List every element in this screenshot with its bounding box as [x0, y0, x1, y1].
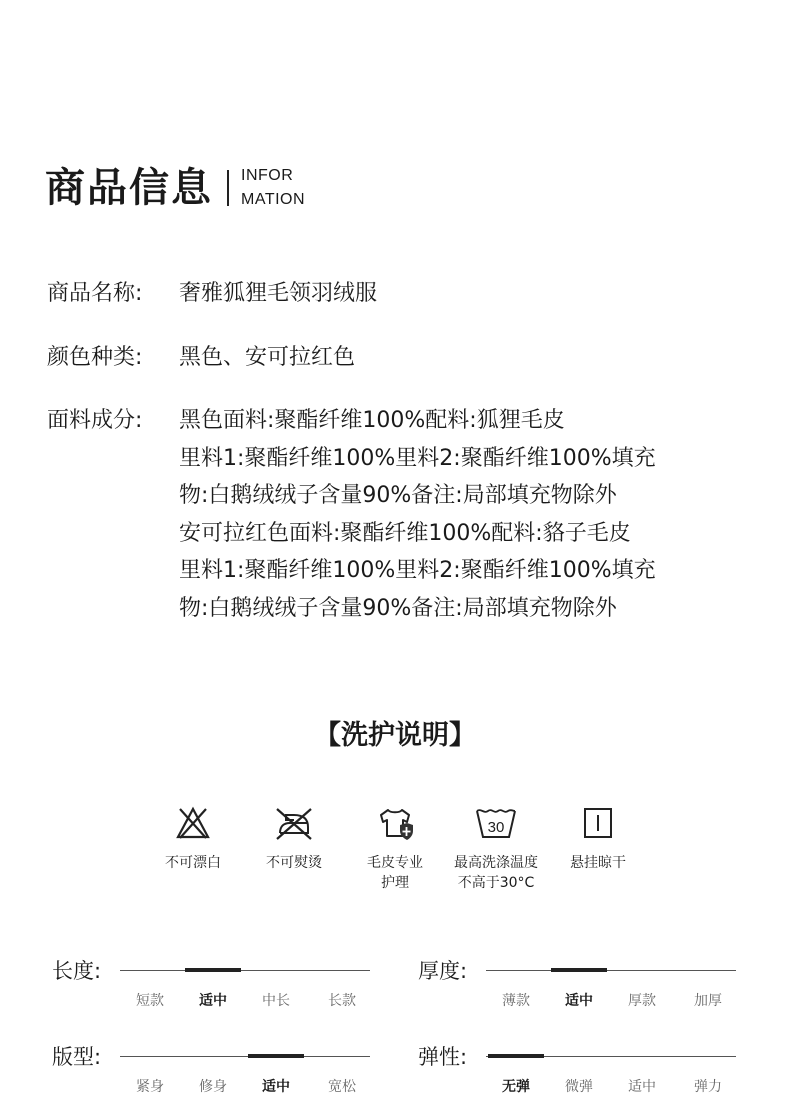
- scale-option: 厚款: [628, 993, 656, 1009]
- scale-option: 微弹: [565, 1079, 593, 1095]
- page-title: 商品信息: [45, 165, 213, 211]
- care-section-title: 【洗护说明】: [314, 720, 476, 751]
- fit-scale: [52, 1042, 382, 1102]
- scale-track: [120, 1056, 370, 1057]
- scale-marker: [185, 968, 241, 972]
- fit-label: 版型:: [52, 1045, 102, 1069]
- title-english-line2: MATION: [241, 191, 306, 208]
- scale-option: 宽松: [328, 1079, 356, 1095]
- scale-option: 中长: [262, 993, 290, 1009]
- length-scale: [52, 956, 382, 1016]
- scale-option: 加厚: [694, 993, 722, 1009]
- elasticity-scale: [418, 1042, 748, 1102]
- scale-option-selected: 适中: [199, 993, 227, 1009]
- product-name-row: [47, 275, 739, 313]
- product-material-row: [47, 402, 739, 627]
- product-color-value: 黑色、安可拉红色: [179, 345, 356, 370]
- thickness-label: 厚度:: [418, 959, 468, 983]
- scale-option: 弹力: [694, 1079, 722, 1095]
- care-item-hang-dry: [543, 803, 653, 873]
- hang-dry-icon: [578, 803, 618, 843]
- material-line: 里料1:聚酯纤维100%里料2:聚酯纤维100%填充: [179, 445, 656, 471]
- scale-marker: [488, 1054, 544, 1058]
- product-color-row: [47, 339, 739, 377]
- care-label: 不可漂白: [165, 855, 221, 871]
- scale-option: 修身: [199, 1079, 227, 1095]
- scale-marker: [248, 1054, 304, 1058]
- scale-option: 适中: [628, 1079, 656, 1095]
- material-line: 黑色面料:聚酯纤维100%配料:狐狸毛皮: [179, 408, 565, 433]
- section-header: [45, 160, 305, 216]
- wash-temperature: 30: [487, 819, 505, 836]
- wash-30-icon: [473, 803, 519, 843]
- product-name-label: 商品名称:: [47, 281, 143, 306]
- product-name-value: 奢雅狐狸毛领羽绒服: [179, 281, 378, 306]
- scale-option: 薄款: [502, 993, 530, 1009]
- scale-option: 短款: [136, 993, 164, 1009]
- care-label: 不可熨烫: [266, 855, 322, 871]
- scale-marker: [551, 968, 607, 972]
- professional-fur-care-icon: [373, 803, 417, 843]
- scale-option: 紧身: [136, 1079, 164, 1095]
- care-item-fur-care: [340, 803, 450, 893]
- scale-track: [486, 970, 736, 971]
- care-label: 最高洗涤温度 不高于30°C: [454, 855, 538, 891]
- scale-option-selected: 适中: [262, 1079, 290, 1095]
- care-item-no-bleach: [138, 803, 248, 873]
- title-english: [241, 164, 305, 212]
- scale-option-selected: 无弹: [502, 1079, 530, 1095]
- title-divider: [227, 170, 229, 206]
- no-iron-icon: [272, 803, 316, 843]
- scale-option-selected: 适中: [565, 993, 593, 1009]
- title-english-line1: INFOR: [241, 167, 294, 184]
- elasticity-label: 弹性:: [418, 1045, 468, 1069]
- material-line: 里料1:聚酯纤维100%里料2:聚酯纤维100%填充: [179, 558, 656, 583]
- product-color-label: 颜色种类:: [47, 345, 143, 370]
- care-label: 悬挂晾干: [570, 855, 626, 871]
- product-material-label: 面料成分:: [47, 408, 143, 433]
- no-bleach-icon: [173, 803, 213, 843]
- care-item-no-iron: [239, 803, 349, 873]
- scale-option: 长款: [328, 993, 356, 1009]
- material-line: 物:白鹅绒绒子含量90%备注:局部填充物除外: [179, 595, 617, 621]
- thickness-scale: [418, 956, 748, 1016]
- care-label: 毛皮专业 护理: [367, 855, 423, 891]
- care-item-wash-30: [441, 803, 551, 893]
- material-line: 物:白鹅绒绒子含量90%备注:局部填充物除外: [179, 483, 617, 508]
- scale-track: [120, 970, 370, 971]
- length-label: 长度:: [52, 959, 102, 983]
- product-material-value: [179, 402, 739, 627]
- material-line: 安可拉红色面料:聚酯纤维100%配料:貉子毛皮: [179, 520, 631, 546]
